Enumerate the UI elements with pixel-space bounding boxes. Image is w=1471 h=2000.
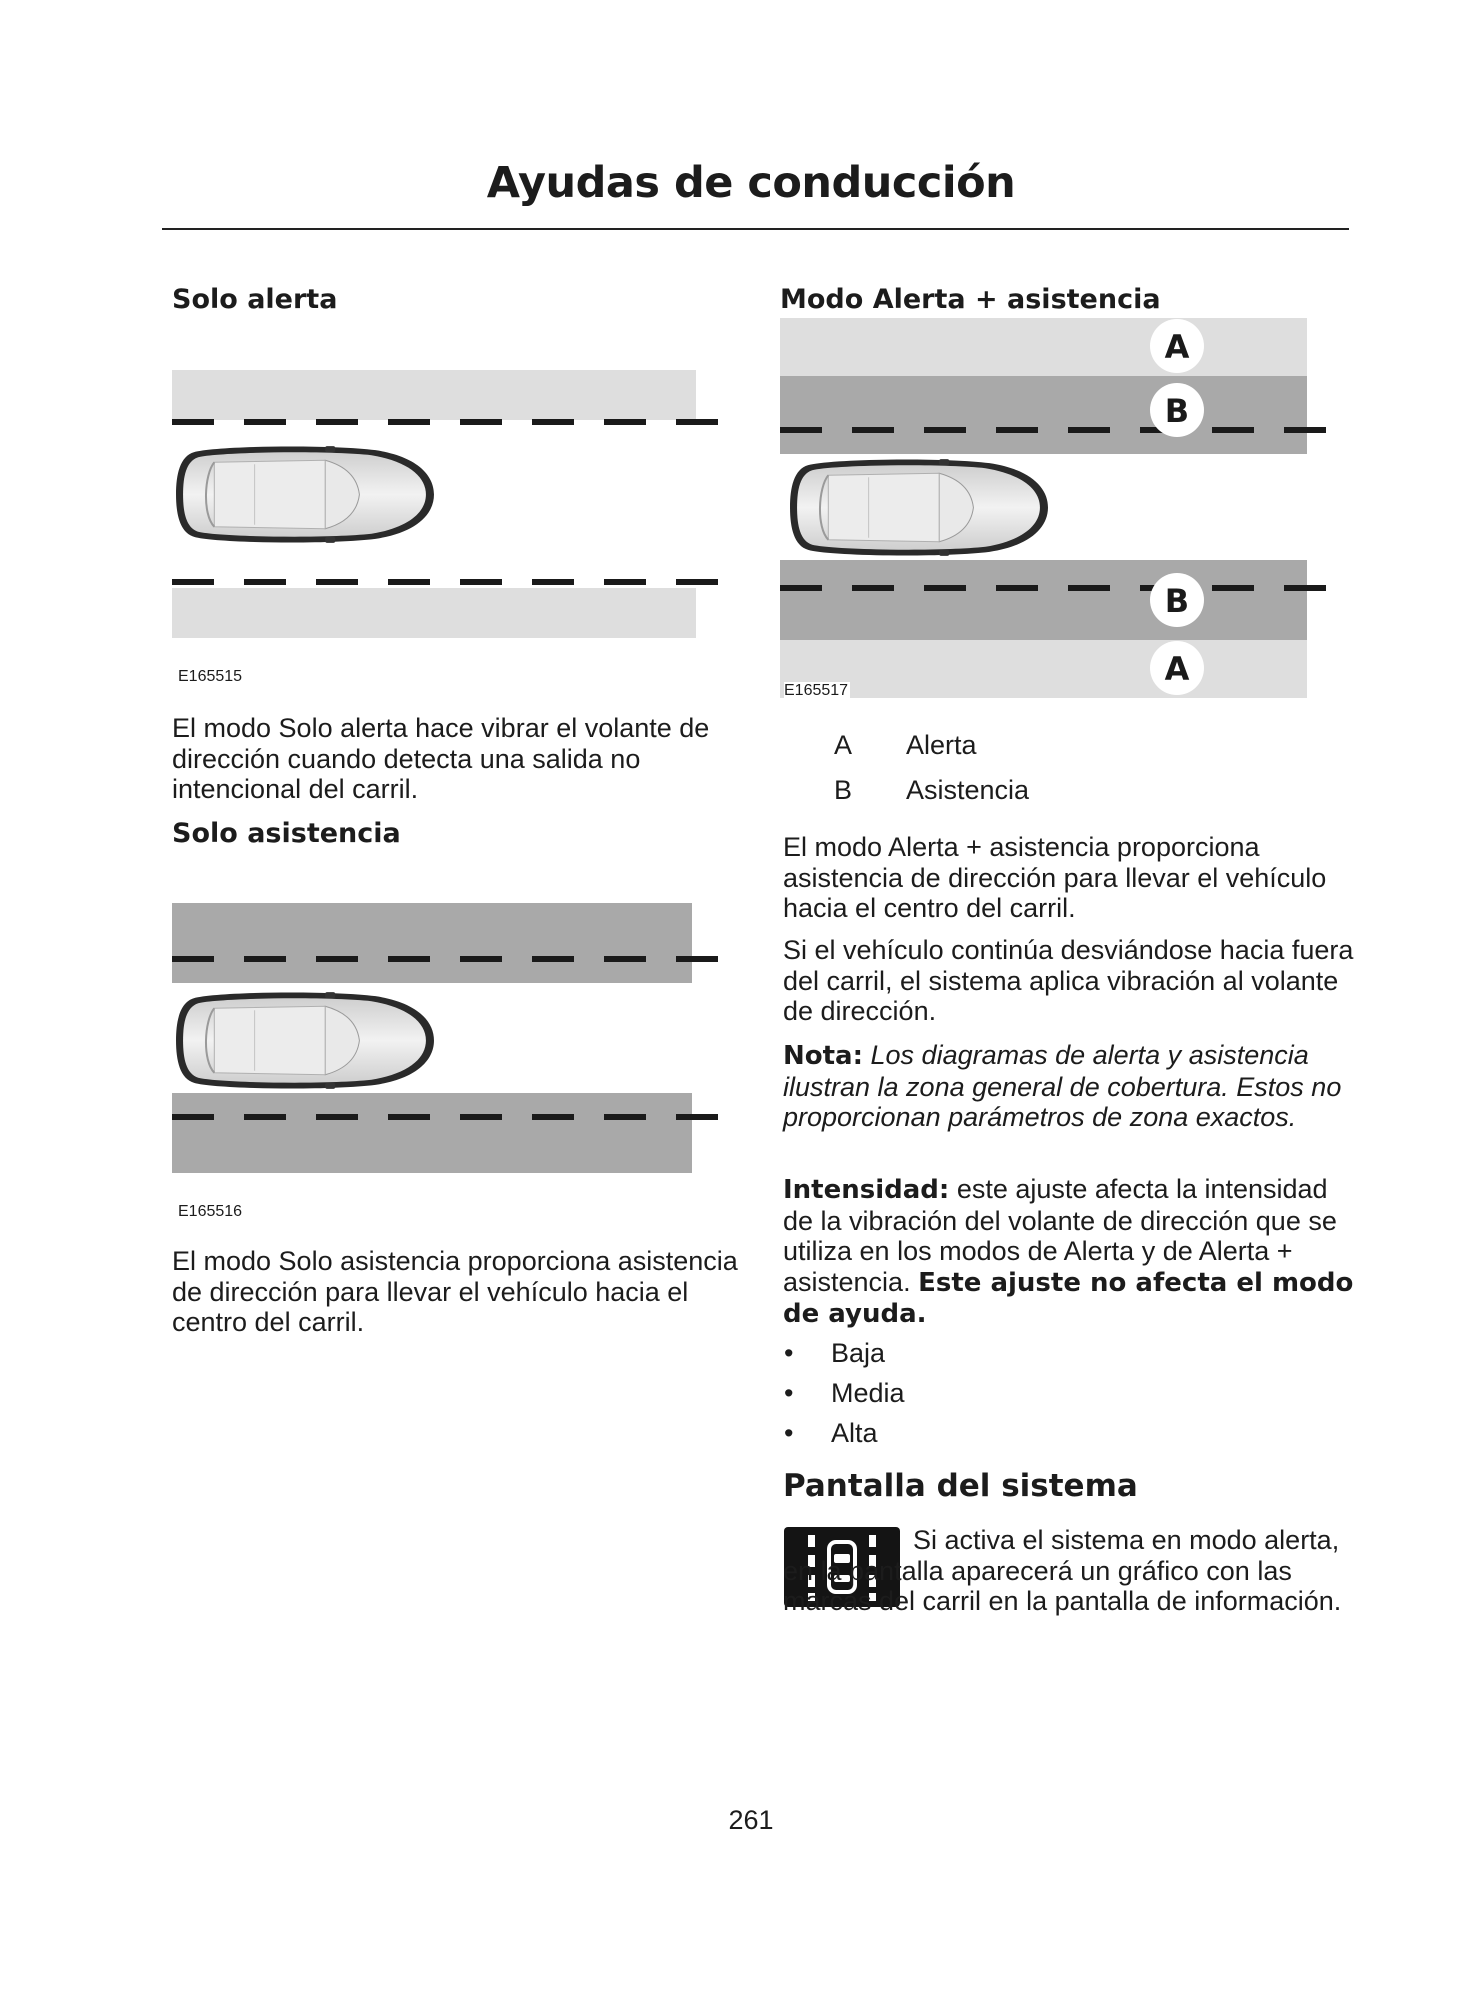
title-divider [162,228,1349,230]
diagram-alerta-asistencia [780,318,1345,698]
note-label: Nota: [783,1041,863,1071]
zone-label-b-bottom [1150,573,1204,627]
paragraph-solo-asistencia: El modo Solo asistencia proporciona asistencia de dirección para llevar el vehículo hacia el centro del carril. [172,1246,738,1337]
paragraph-solo-alerta: El modo Solo alerta hace vibrar el volante de dirección cuando detecta una salida no intencional del carril. [172,713,710,804]
intensity-bold-text: Este ajuste no afecta el modo de ayuda. [783,1267,1354,1329]
intensity-text: este ajuste afecta la intensidad de la vibración del volante de dirección que se utiliza en los modos de Alerta y de Alerta + asistencia. [783,1174,1337,1297]
intensity-paragraph [783,1174,1355,1330]
page-number: 261 [728,1805,774,1835]
figure-code-e165517: E165517 [784,682,849,699]
heading-solo-alerta: Solo alerta [172,284,338,315]
diagram-solo-alerta [172,370,742,655]
page-title: Ayudas de conducción [486,158,1016,208]
bullet-icon: • [784,1418,794,1448]
svg-text:A: A [1164,328,1190,366]
svg-text:A: A [1164,650,1190,688]
paragraph-alerta-asistencia: El modo Alerta + asistencia proporciona asistencia de dirección para llevar el vehículo hacia el centro del carril. [783,832,1327,923]
paragraph-pantalla-sistema: Si activa el sistema en modo alerta, en la pantalla aparecerá un gráfico con las marcas del carril en la pantalla de información. [783,1525,1342,1616]
figure-code-e165515: E165515 [178,668,243,685]
note-text: Los diagramas de alerta y asistencia ilustran la zona general de cobertura. Estos no proporcionan parámetros de zona exactos. [783,1040,1342,1132]
intensity-level-label: Baja [831,1338,886,1368]
note-paragraph [783,1040,1355,1133]
legend-value: Alerta [906,730,977,760]
legend-value: Asistencia [906,775,1030,805]
heading-solo-asistencia: Solo asistencia [172,818,401,849]
paragraph-desvio: Si el vehículo continúa desviándose hacia fuera del carril, el sistema aplica vibración al volante de dirección. [783,935,1354,1026]
intensity-level-label: Alta [831,1418,878,1448]
intensity-level-label: Media [831,1378,905,1408]
legend-key: A [834,730,853,760]
heading-modo-alerta-asistencia: Modo Alerta + asistencia [780,284,1161,315]
bullet-icon: • [784,1378,794,1408]
intensity-label: Intensidad: [783,1175,950,1205]
zone-label-b-top [1150,383,1204,437]
legend-key: B [834,775,853,805]
zone-label-a-bottom [1150,641,1204,695]
figure-code-e165516: E165516 [178,1203,243,1220]
svg-text:B: B [1164,392,1190,430]
heading-pantalla-sistema: Pantalla del sistema [783,1468,1138,1504]
svg-text:B: B [1164,582,1190,620]
diagram-solo-asistencia [172,903,742,1173]
zone-label-a-top [1150,319,1204,373]
bullet-icon: • [784,1338,794,1368]
